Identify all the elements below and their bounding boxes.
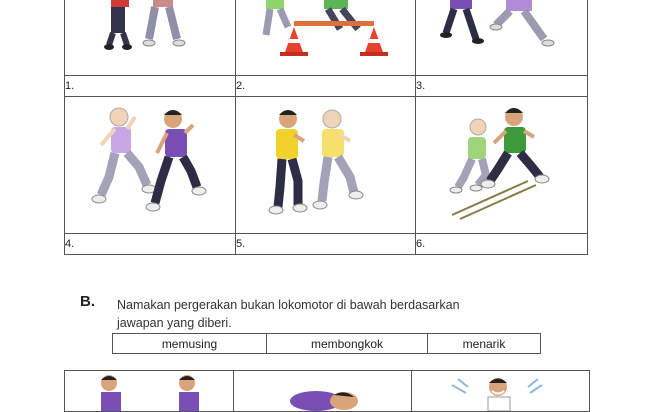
activity-grid-row-2 (64, 96, 588, 255)
picture-number-1: 1. (65, 76, 236, 97)
answer-options-table (112, 333, 541, 354)
children-twisting-illustration (65, 371, 233, 411)
picture-cell-6 (416, 97, 588, 234)
picture-cell-8 (234, 371, 412, 412)
answer-option-membongkok: membongkok (267, 334, 428, 354)
picture-cell-5 (236, 97, 416, 234)
picture-cell-1 (65, 0, 236, 76)
picture-cell-2 (236, 0, 416, 76)
children-running-illustration (416, 0, 587, 75)
child-pulling-illustration (412, 371, 589, 411)
picture-cell-7 (65, 371, 234, 412)
picture-number-2: 2. (236, 76, 416, 97)
children-hopping-illustration (236, 97, 415, 233)
picture-number-4: 4. (65, 234, 236, 255)
answer-option-memusing: memusing (113, 334, 267, 354)
picture-cell-9 (412, 371, 590, 412)
children-hurdle-illustration (236, 0, 415, 75)
picture-number-5: 5. (236, 234, 416, 255)
answer-option-menarik: menarik (428, 334, 541, 354)
picture-number-6: 6. (416, 234, 588, 255)
activity-grid-row-1 (64, 0, 588, 97)
instruction-line-1: Namakan pergerakan bukan lokomotor di bawah berdasarkan (117, 298, 460, 312)
section-b-instruction (117, 296, 547, 332)
activity-grid-row-3 (64, 370, 590, 412)
children-walking-illustration (65, 0, 235, 75)
section-b-label: B. (80, 293, 95, 310)
children-skipping-illustration (65, 97, 235, 233)
picture-number-3: 3. (416, 76, 588, 97)
picture-cell-4 (65, 97, 236, 234)
instruction-line-2: jawapan yang diberi. (117, 316, 232, 330)
children-jumping-illustration (416, 97, 587, 233)
picture-cell-3 (416, 0, 588, 76)
children-bending-illustration (234, 371, 411, 411)
